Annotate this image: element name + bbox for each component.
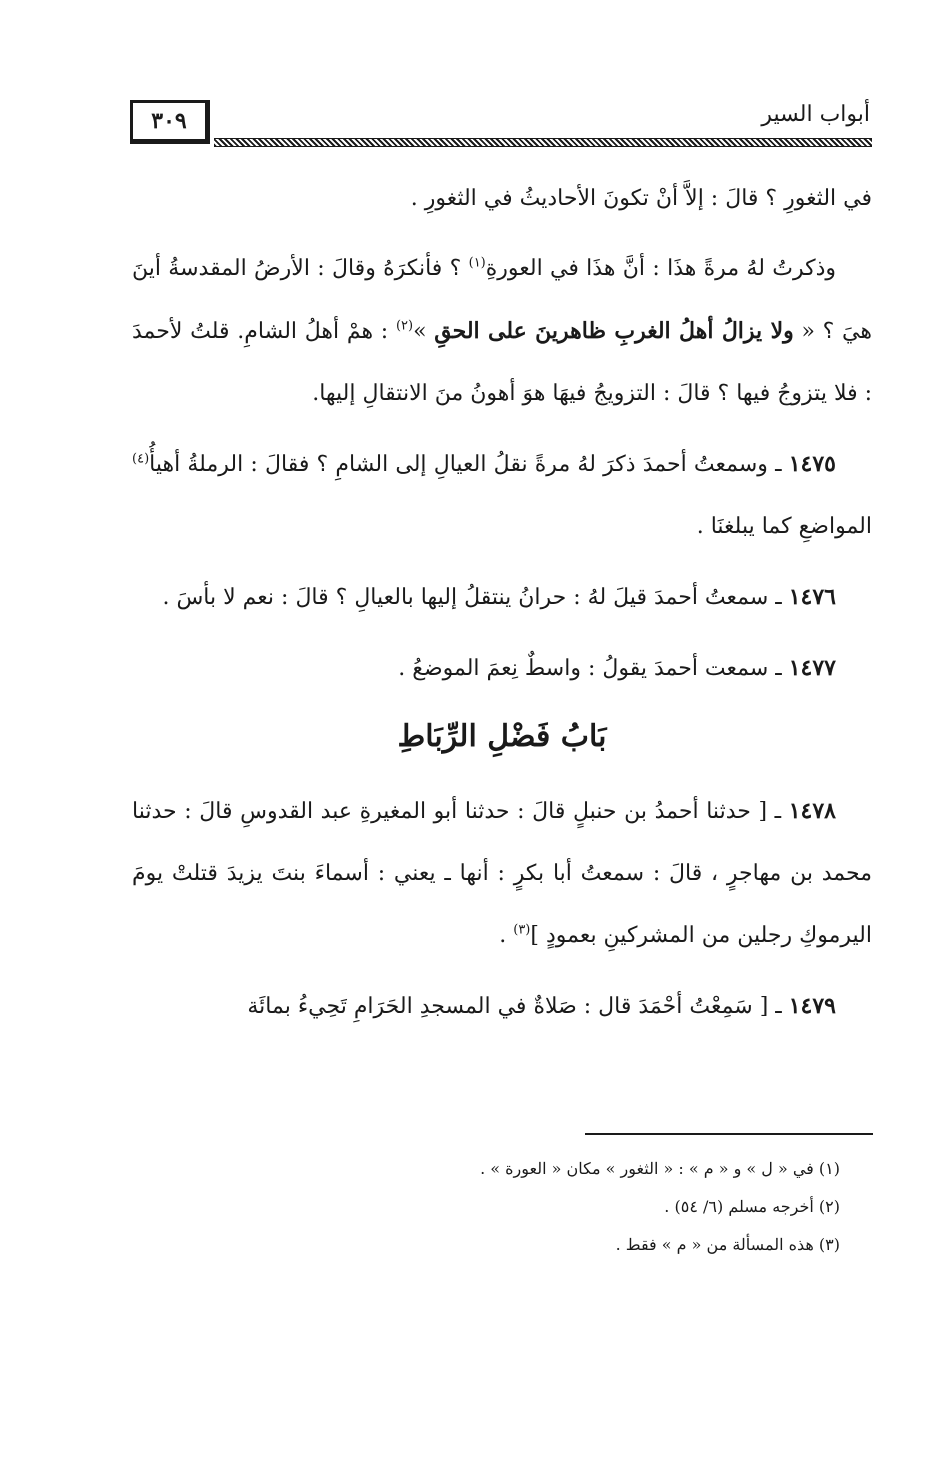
hadith-quote: ولا يزالُ أهلُ الغربِ ظاهرينَ على الحقِ xyxy=(434,318,794,344)
entry-1479 xyxy=(132,975,872,1038)
footnote-ref: (٢) xyxy=(395,318,414,334)
footnote-1: (١) في « ل » و « م » : « الثغور » مكان « العورة » . xyxy=(480,1159,840,1178)
page-number: ٣٠٩ xyxy=(151,108,187,134)
paragraph-text: في الثغورِ ؟ قالَ : إلاَّ أنْ تكونَ الأحاديثُ في الثغورِ . xyxy=(410,186,872,211)
paragraph-text: المواضعِ كما يبلغنَا . xyxy=(696,514,872,539)
footnote-ref: (٣) xyxy=(513,922,531,938)
main-text xyxy=(132,168,872,1038)
footnote-2: (٢) أخرجه مسلم (٦/ ٥٤) . xyxy=(664,1197,840,1216)
entry-1477 xyxy=(132,637,872,700)
entry-1478 xyxy=(132,780,872,967)
header-rule xyxy=(214,138,872,147)
entry-1476 xyxy=(132,566,872,629)
paragraph-text: . xyxy=(499,923,514,948)
paragraph-text: ـ وسمعتُ أحمدَ ذكرَ لهُ مرةً نقلُ العيالِ إلى الشامِ ؟ فقالَ : الرملةُ أهيأُ xyxy=(149,452,789,477)
footnote-3: (٣) هذه المسألة من « م » فقط . xyxy=(615,1235,840,1254)
entry-number: ١٤٧٩ xyxy=(788,993,836,1019)
paragraph-text: ـ سمعتُ أحمدَ قيلَ لهُ : حرانُ ينتقلُ إليها بالعيالِ ؟ قالَ : نعم لا بأسَ . xyxy=(162,585,789,610)
paragraph-text: ؟ فأنكرَهُ وقالَ : الأرضُ المقدسةُ أينَ هيَ ؟ « xyxy=(132,256,872,344)
footnotes xyxy=(400,1150,840,1264)
entry-number: ١٤٧٦ xyxy=(788,584,836,610)
entry-number: ١٤٧٥ xyxy=(788,451,836,477)
page-header xyxy=(130,100,872,148)
entry-1475 xyxy=(132,433,872,558)
paragraph-text: ـ [ حدثنا أحمدُ بن حنبلٍ قالَ : حدثنا أبو المغيرةِ عبد القدوسِ قالَ : حدثنا محمد بن مهاجرٍ ، قالَ : سمعتُ أبا بكرٍ : أنها ـ يعني : أسماءَ بنتَ يزيدَ قتلتْ يومَ اليرموكِ رجلين من المشركينِ بعمودٍ ] xyxy=(132,799,872,948)
running-title: أبواب السير xyxy=(761,102,870,127)
footnote-rule xyxy=(585,1133,873,1135)
entry-number: ١٤٧٨ xyxy=(788,798,836,824)
paragraph-holy-land xyxy=(132,238,872,425)
paragraph-text: : همْ أهلُ الشامِ. قلتُ لأحمدَ : فلا يتزوجُ فيها ؟ قالَ : التزويجُ فيهَا هوَ أهونُ منَ الانتقالِ إليها. xyxy=(132,319,872,406)
page-number-box xyxy=(130,100,210,144)
chapter-title: بَابُ فَضْلِ الرِّبَاطِ xyxy=(397,719,607,754)
paragraph-text: » xyxy=(413,319,435,344)
paragraph-text: وذكرتُ لهُ مرةً هذَا : أنَّ هذَا في العورةِ xyxy=(485,256,836,281)
paragraph-text: ـ سمعت أحمدَ يقولُ : واسطٌ نِعمَ الموضعُ . xyxy=(398,656,789,681)
footnote-ref: (٤) xyxy=(132,451,150,467)
paragraph-text: ـ [ سَمِعْتُ أحْمَدَ قال : صَلاةٌ في المسجدِ الحَرَامِ تَحِيءُ بمائَة xyxy=(247,994,789,1019)
paragraph-continuation xyxy=(132,168,872,230)
entry-number: ١٤٧٧ xyxy=(788,655,836,681)
footnote-ref: (١) xyxy=(468,255,486,271)
